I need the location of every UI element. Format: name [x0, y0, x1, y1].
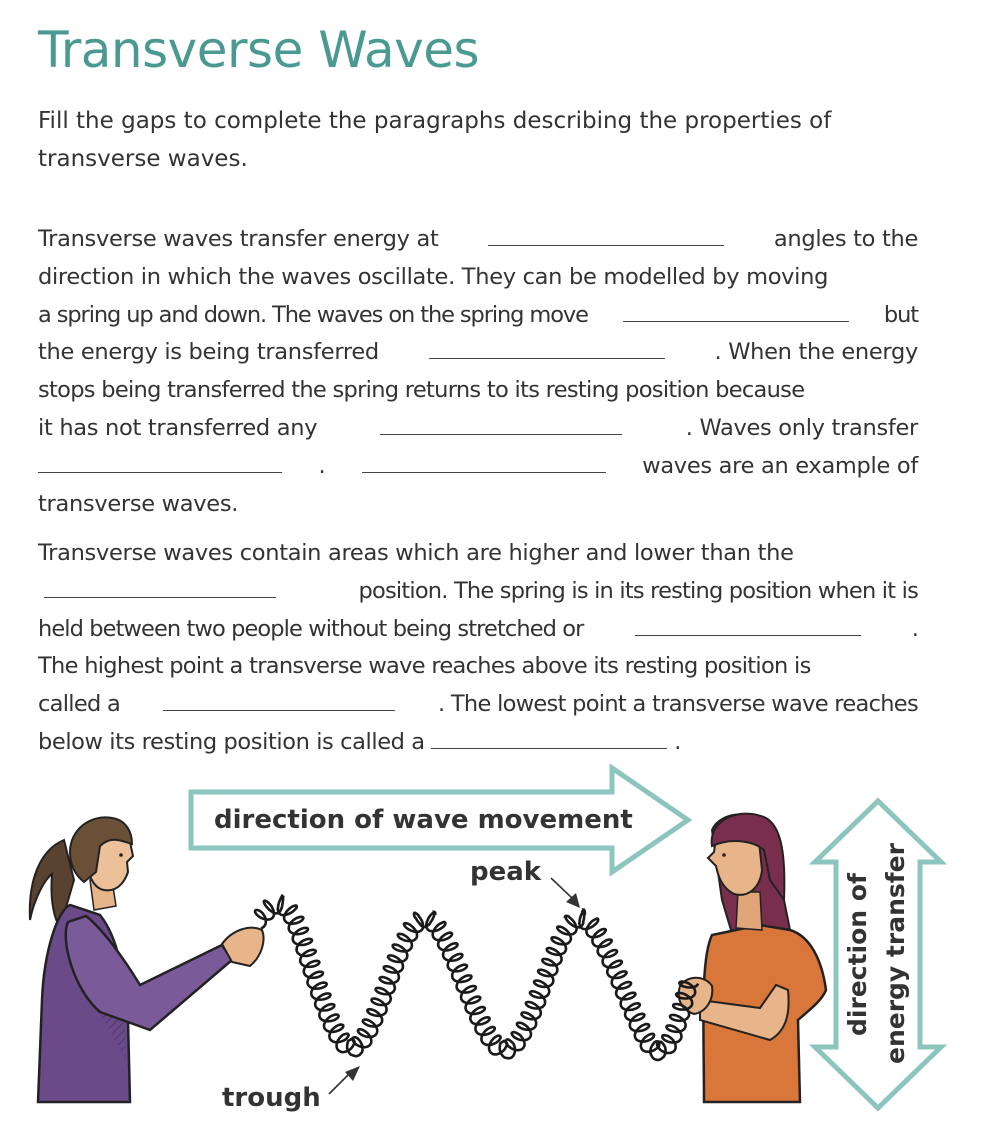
p2-line-4 [38, 648, 918, 686]
gap-10[interactable] [431, 726, 667, 749]
text: transverse waves. [38, 490, 239, 517]
gap-4[interactable] [380, 412, 622, 435]
energy-transfer-arrow [815, 801, 941, 1108]
text: below its resting position is called a [38, 728, 425, 755]
text: held between two people without being stretched or [38, 615, 584, 642]
text: . Waves only transfer [685, 414, 918, 441]
peak-label: peak [470, 857, 542, 887]
text: Transverse waves transfer energy at [38, 226, 439, 252]
peak-annotation [470, 857, 580, 908]
text: angles to the [773, 226, 918, 252]
text: . [318, 452, 326, 479]
text: a spring up and down. The waves on the spring move [38, 301, 588, 328]
text: stops being transferred the spring returns to its resting position because [38, 377, 805, 404]
text: . When the energy [714, 339, 918, 366]
text: . [674, 728, 681, 755]
p1-line-3 [38, 297, 918, 335]
trough-arrow-line [329, 1073, 350, 1094]
p2-line-1 [38, 535, 918, 573]
text: The highest point a transverse wave reaches above its resting position is [38, 653, 811, 680]
wave-illustration [0, 760, 988, 1144]
text: Transverse waves contain areas which are higher and lower than the [38, 540, 794, 566]
text: but [883, 301, 918, 328]
wave-direction-arrow [191, 768, 688, 872]
p1-line-8 [38, 486, 918, 524]
p1-line-1 [38, 221, 918, 259]
text: the energy is being transferred [38, 339, 379, 366]
gap-2[interactable] [623, 299, 849, 322]
text: waves are an example of [642, 452, 918, 479]
gap-8[interactable] [635, 613, 861, 636]
p2-line-6 [38, 724, 918, 762]
text: called a [38, 691, 121, 718]
p1-line-4 [38, 334, 918, 372]
wave-direction-label: direction of wave movement [214, 805, 633, 835]
p1-line-2 [38, 259, 918, 297]
p2-line-3 [38, 611, 918, 649]
gap-3[interactable] [429, 336, 665, 359]
left-person [30, 817, 264, 1102]
instructions: Fill the gaps to complete the paragraphs describing the properties of transverse waves. [38, 108, 832, 172]
spring-coil [255, 896, 698, 1060]
p1-line-5 [38, 372, 918, 410]
text: it has not transferred any [38, 414, 318, 441]
trough-annotation [222, 1066, 360, 1113]
text: . [911, 615, 918, 642]
gap-1[interactable] [488, 223, 724, 246]
paragraph-1 [38, 221, 918, 523]
p2-line-2 [38, 573, 918, 611]
text: direction in which the waves oscillate. They can be modelled by moving [38, 263, 829, 290]
p2-line-5 [38, 686, 918, 724]
trough-arrow-icon [345, 1066, 360, 1081]
energy-transfer-label-2: energy transfer [881, 843, 910, 1064]
text: position. The spring is in its resting position when it is [358, 577, 918, 604]
right-person [679, 814, 826, 1102]
gap-7[interactable] [44, 575, 276, 598]
trough-label: trough [222, 1083, 321, 1113]
p1-line-7 [38, 448, 918, 486]
gap-9[interactable] [163, 688, 395, 711]
gap-6[interactable] [362, 450, 606, 473]
page-title: Transverse Waves [38, 21, 480, 79]
gap-5[interactable] [38, 450, 282, 473]
p1-line-6 [38, 410, 918, 448]
paragraph-2 [38, 535, 918, 762]
text: . The lowest point a transverse wave reaches [437, 691, 918, 718]
peak-arrow-line [551, 878, 572, 898]
energy-transfer-label-1: direction of [843, 873, 872, 1036]
